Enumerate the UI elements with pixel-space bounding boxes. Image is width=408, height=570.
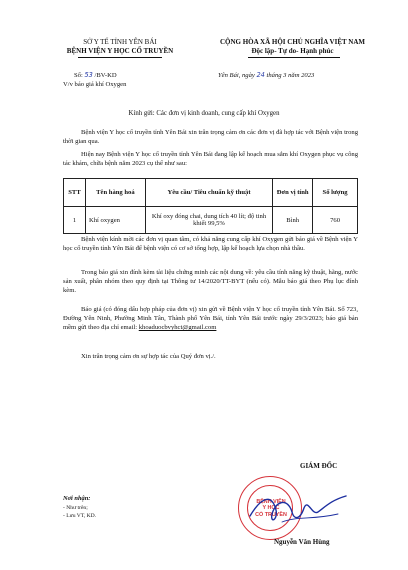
country-motto: Độc lập- Tự do- Hạnh phúc [251, 47, 334, 55]
document-subject: V/v báo giá khí Oxygen [63, 81, 127, 88]
place-date: Yên Bái, ngày 24 tháng 3 năm 2023 [218, 71, 315, 79]
recipient-item: - Như trên; [63, 505, 88, 511]
country-title: CỘNG HÒA XÃ HỘI CHỦ NGHĨA VIỆT NAM [219, 38, 365, 46]
column-header: STT [64, 179, 86, 207]
goods-table [63, 178, 358, 234]
deadline-date: 29/3/2023 [295, 315, 322, 323]
handwritten-signature [242, 486, 352, 536]
paragraph-closing: Xin trân trọng cảm ơn sự hợp tác của Quý đơn vị./. [81, 353, 216, 360]
signer-title: GIÁM ĐỐC [300, 462, 338, 470]
table-cell: Bình [273, 207, 313, 234]
table-cell: 760 [313, 207, 358, 234]
paragraph-plan: Hiện nay Bệnh viện Y học cổ truyền tỉnh Yên Bái đang lập kế hoạch mua sắm khí Oxygen phục vụ công tác khám, chữa bệnh năm 2023 cụ thể như sau: [63, 151, 358, 168]
paragraph-invitation: Bệnh viện kính mời các đơn vị quan tâm, có khả năng cung cấp khí Oxygen gửi báo giá về Bệnh viện Y học cổ truyền tỉnh Yên Bái để bệnh viện có cơ sở tổng hợp, lập kế hoạch lựa chọn nhà thầu. [63, 236, 358, 253]
table-cell: Khí oxy đóng chai, dung tích 40 lít; độ tinh khiết 99,5% [145, 207, 272, 234]
issuer-underline [78, 57, 162, 58]
table-row [64, 207, 358, 234]
column-header: Số lượng [313, 179, 358, 207]
column-header: Đơn vị tính [273, 179, 313, 207]
table-cell: 1 [64, 207, 86, 234]
paragraph-attachments: Trong báo giá xin đính kèm tài liệu chứng minh các nội dung về: yêu cầu tính năng kỹ thuật, hãng, nước sản xuất, phân nhóm theo quy định tại Thông tư 14/2020/TT-BYT (nếu có). Mẫu báo giá theo Phụ lục đính kèm. [63, 269, 358, 295]
issuer-org: BỆNH VIỆN Y HỌC CỔ TRUYỀN [66, 47, 174, 55]
paragraph-submission: Báo giá (có đóng dấu hợp pháp của đơn vị) xin gửi về Bệnh viện Y học cổ truyền tỉnh Yên Bái. Số 723, Đường Yên Ninh, Phường Minh Tân, Thành phố Yên Bái, tỉnh Yên Bái trước ngày 29/3/2023; báo giá bản mềm gửi theo địa chỉ email: khoaduocbvyhct@gmail.com [63, 306, 358, 332]
table-cell: Khí oxygen [85, 207, 145, 234]
table-header-row [64, 179, 358, 207]
issuer-header [40, 38, 200, 56]
column-header: Yêu cầu/ Tiêu chuẩn kỹ thuật [145, 179, 272, 207]
column-header: Tên hàng hoá [85, 179, 145, 207]
national-header [200, 38, 385, 56]
recipients-heading: Nơi nhận: [63, 495, 91, 502]
date-day-handwritten: 24 [256, 71, 265, 79]
recipient-item: - Lưu VT, KD. [63, 513, 97, 519]
issuer-parent-org: SỞ Y TẾ TỈNH YÊN BÁI [83, 38, 157, 46]
paragraph-thanks: Bệnh viện Y học cổ truyền tỉnh Yên Bái xin trân trọng cảm ơn các đơn vị đã hợp tác với Bệnh viện trong thời gian qua. [63, 129, 358, 146]
addressee-line: Kính gửi: Các đơn vị kinh doanh, cung cấp khí Oxygen [128, 110, 280, 117]
motto-underline [248, 57, 340, 58]
contact-email[interactable]: khoaduocbvyhct@gmail.com [138, 324, 217, 332]
document-number: Số: 53 /BV-KD [74, 71, 117, 79]
document-number-handwritten: 53 [84, 71, 93, 79]
official-stamp: BỆNH VIỆN Y HỌC CỔ TRUYỀN [238, 476, 302, 540]
signer-name: Nguyễn Văn Hùng [274, 538, 330, 546]
